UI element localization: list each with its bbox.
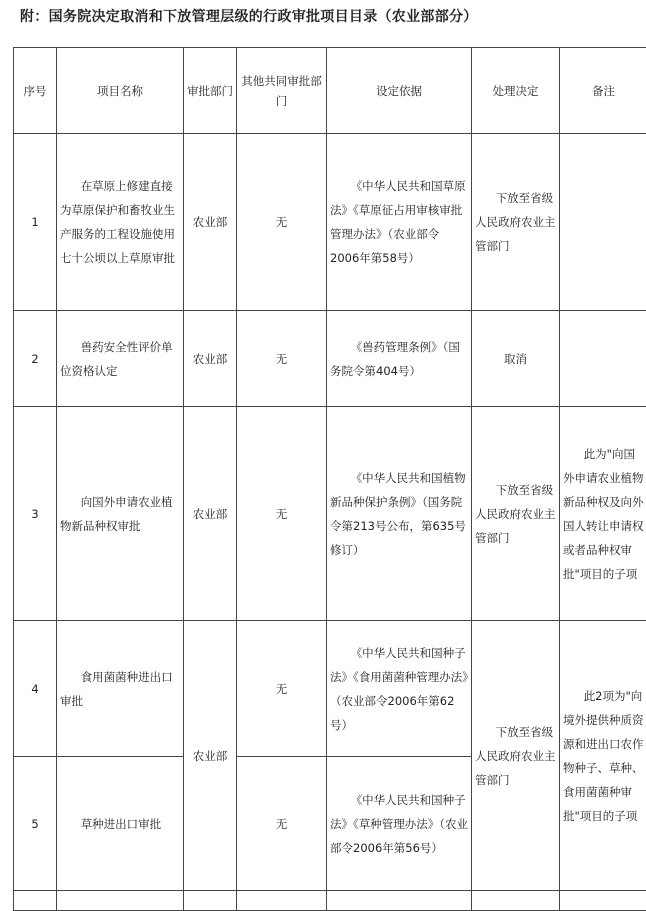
group-note: 此2项为"向境外提供种质资源和进出口农作物种子、草种、食用菌菌种审批"项目的子项 <box>560 621 646 891</box>
row-seq: 5 <box>14 757 57 891</box>
table-row <box>14 407 646 621</box>
approval-items-table <box>13 47 646 911</box>
row-decision: 下放至省级人民政府农业主管部门 <box>472 134 560 311</box>
row-dept: 农业部 <box>184 311 237 407</box>
row-note <box>560 134 646 311</box>
row-basis: 《中华人民共和国植物新品种保护条例》（国务院令第213号公布，第635号修订） <box>327 407 472 621</box>
page-title: 附：国务院决定取消和下放管理层级的行政审批项目目录（农业部部分） <box>20 6 478 26</box>
row-basis: 《兽药管理条例》（国务院令第404号） <box>327 311 472 407</box>
row-basis: 《中华人民共和国种子法》《食用菌菌种管理办法》（农业部令2006年第62号） <box>327 621 472 757</box>
row-dept: 农业部 <box>184 407 237 621</box>
row-co-dept: 无 <box>237 134 327 311</box>
row-co-dept: 无 <box>237 407 327 621</box>
table-header-row <box>14 48 646 134</box>
row-co-dept: 无 <box>237 621 327 757</box>
row-basis: 《中华人民共和国草原法》《草原征占用审核审批管理办法》（农业部令2006年第58号） <box>327 134 472 311</box>
header-basis: 设定依据 <box>327 48 472 134</box>
table-row-continuation <box>14 891 646 911</box>
row-dept: 农业部 <box>184 134 237 311</box>
group-decision: 下放至省级人民政府农业主管部门 <box>472 621 560 891</box>
header-name: 项目名称 <box>57 48 184 134</box>
row-name: 在草原上修建直接为草原保护和畜牧业生产服务的工程设施使用七十公顷以上草原审批 <box>57 134 184 311</box>
row-seq: 3 <box>14 407 57 621</box>
table-row <box>14 134 646 311</box>
row-seq: 2 <box>14 311 57 407</box>
header-co-dept: 其他共同审批部门 <box>237 48 327 134</box>
header-seq: 序号 <box>14 48 57 134</box>
row-co-dept: 无 <box>237 757 327 891</box>
row-note: 此为"向国外申请农业植物新品种权及向外国人转让申请权或者品种权审批"项目的子项 <box>560 407 646 621</box>
row-decision: 取消 <box>472 311 560 407</box>
row-seq: 1 <box>14 134 57 311</box>
table-row <box>14 311 646 407</box>
header-note: 备注 <box>560 48 646 134</box>
row-note <box>560 311 646 407</box>
row-seq: 4 <box>14 621 57 757</box>
row-name: 兽药安全性评价单位资格认定 <box>57 311 184 407</box>
row-name: 草种进出口审批 <box>57 757 184 891</box>
table-row <box>14 621 646 757</box>
header-decision: 处理决定 <box>472 48 560 134</box>
row-name: 食用菌菌种进出口审批 <box>57 621 184 757</box>
row-basis: 《中华人民共和国种子法》《草种管理办法》（农业部令2006年第56号） <box>327 757 472 891</box>
row-name: 向国外申请农业植物新品种权审批 <box>57 407 184 621</box>
group-dept: 农业部 <box>184 621 237 891</box>
row-co-dept: 无 <box>237 311 327 407</box>
row-decision: 下放至省级人民政府农业主管部门 <box>472 407 560 621</box>
header-dept: 审批部门 <box>184 48 237 134</box>
